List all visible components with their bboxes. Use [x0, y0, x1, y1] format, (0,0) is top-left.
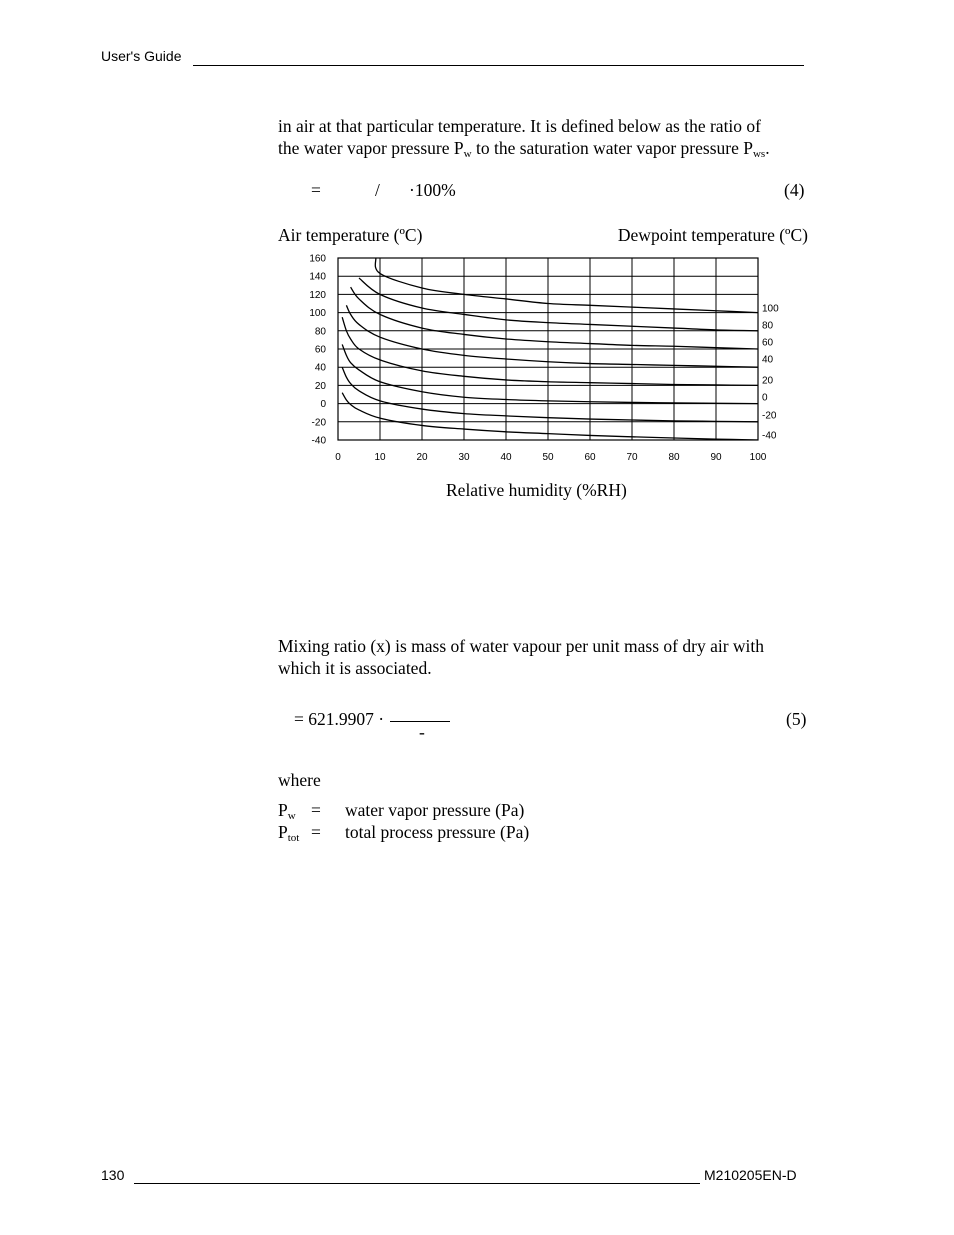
- dewpoint-curve-20: [342, 317, 758, 385]
- dewpoint-curve-60: [351, 287, 758, 349]
- where-label: where: [278, 770, 321, 790]
- x-tick-label: 70: [626, 452, 638, 463]
- y-tick-label: 60: [314, 344, 326, 356]
- where-equals: =: [311, 800, 321, 820]
- x-tick-label: 60: [584, 452, 596, 463]
- y-tick-label: 0: [320, 399, 326, 411]
- equation-5-number: (5): [786, 709, 807, 729]
- where-description: total process pressure (Pa): [345, 822, 530, 842]
- footer-document-id: M210205EN-D: [704, 1167, 797, 1183]
- header-title: User's Guide: [101, 48, 182, 64]
- where-equals: =: [311, 822, 321, 842]
- equation-5-minus: -: [419, 722, 425, 742]
- equation-4-number: (4): [784, 180, 805, 200]
- y-tick-label: 100: [309, 308, 326, 320]
- dewpoint-tick-label: 60: [762, 337, 774, 349]
- x-tick-label: 30: [458, 452, 470, 463]
- dewpoint-tick-label: -20: [762, 410, 777, 422]
- intro-line-2: the water vapor pressure $P_w$ to the saturation water vapor pressure $P_{ws}$.: [278, 138, 770, 160]
- y-tick-label: -40: [311, 435, 326, 447]
- chart-right-axis-label: Dewpoint temperature (ºC): [617, 225, 808, 245]
- x-tick-label: 80: [668, 452, 680, 463]
- dewpoint-tick-label: 20: [762, 375, 774, 387]
- dewpoint-curve-minus20: [342, 367, 758, 422]
- header-rule: [193, 65, 804, 66]
- intro-line-1: in air at that particular temperature. It is defined below as the ratio of: [278, 116, 762, 136]
- footer-page-number: 130: [101, 1167, 125, 1183]
- dewpoint-tick-label: 100: [762, 303, 779, 315]
- dewpoint-tick-label: 40: [762, 354, 774, 366]
- dewpoint-tick-label: -40: [762, 430, 777, 442]
- x-tick-label: 0: [335, 452, 341, 463]
- y-tick-label: 40: [314, 362, 326, 374]
- dewpoint-curve-40: [346, 305, 758, 367]
- y-tick-label: 80: [314, 326, 326, 338]
- x-tick-label: 40: [500, 452, 512, 463]
- x-tick-label: 20: [416, 452, 428, 463]
- y-tick-label: -20: [311, 417, 326, 429]
- where-description: water vapor pressure (Pa): [345, 800, 525, 820]
- x-tick-label: 10: [374, 452, 386, 463]
- y-tick-label: 120: [309, 289, 326, 301]
- dewpoint-chart: [300, 250, 790, 470]
- dewpoint-curve-minus40: [342, 393, 758, 440]
- where-symbol: $P_w$: [278, 800, 296, 822]
- y-tick-label: 20: [314, 380, 326, 392]
- x-tick-label: 90: [710, 452, 722, 463]
- mixing-line-1: Mixing ratio (x) is mass of water vapour per unit mass of dry air with: [278, 636, 765, 656]
- y-tick-label: 160: [309, 253, 326, 265]
- y-tick-label: 140: [309, 271, 326, 283]
- dewpoint-tick-label: 0: [762, 392, 768, 404]
- equation-4-slash: /: [375, 180, 380, 200]
- footer-rule: [134, 1183, 700, 1184]
- equation-4-equals: =: [311, 180, 321, 200]
- where-symbol: $P_{tot}$: [278, 822, 300, 844]
- equation-5-constant: = 621.9907 ·: [294, 709, 385, 729]
- chart-left-axis-label: Air temperature (ºC): [278, 225, 423, 245]
- dewpoint-curve-100: [375, 258, 758, 313]
- x-tick-label: 50: [542, 452, 554, 463]
- dewpoint-tick-label: 80: [762, 320, 774, 332]
- mixing-line-2: which it is associated.: [278, 658, 432, 678]
- dewpoint-curve-0: [342, 344, 758, 403]
- equation-4-percent: ·100%: [409, 180, 456, 200]
- x-tick-label: 100: [749, 452, 767, 463]
- chart-bottom-axis-label: Relative humidity (%RH): [446, 480, 627, 500]
